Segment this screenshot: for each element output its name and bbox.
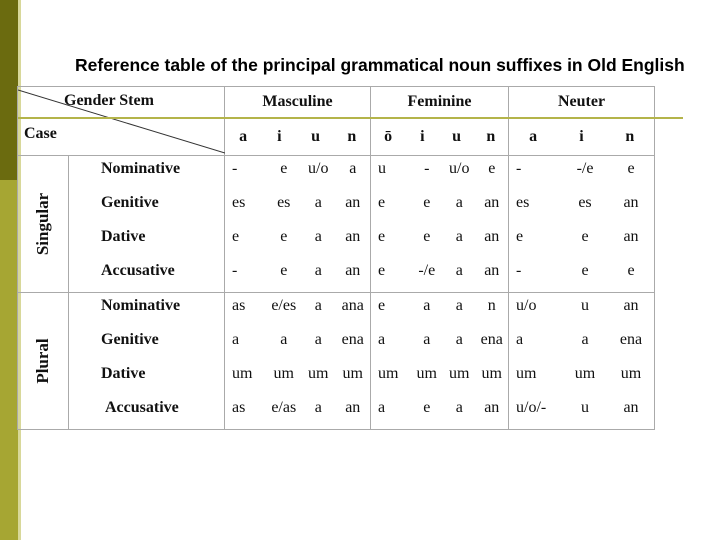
singular-case-names (69, 156, 225, 293)
stem-label: u (452, 127, 462, 145)
table-row (509, 293, 654, 327)
suffix-cell: es (232, 194, 246, 211)
suffix-cell: a (455, 297, 463, 314)
case-label: Case (24, 125, 57, 142)
plural-cell (18, 293, 69, 430)
suffix-cell: an (345, 194, 361, 211)
suffix-cell: e (423, 228, 431, 245)
singular-masculine-values (225, 156, 371, 293)
singular-label: Singular (33, 192, 52, 256)
suffix-cell: a (314, 194, 322, 211)
table-row (225, 361, 370, 395)
stem-label: i (579, 127, 584, 145)
table-row (509, 327, 654, 361)
suffix-cell: - (232, 262, 238, 279)
table-row (225, 224, 370, 258)
suffix-cell: a (314, 228, 322, 245)
suffix-cell: um (273, 365, 294, 382)
suffix-cell: e/es (271, 297, 297, 314)
suffix-cell: as (232, 399, 246, 416)
suffix-cell: a (455, 262, 463, 279)
table-row (371, 327, 508, 361)
suffix-cell: e (232, 228, 240, 245)
suffix-cell: ena (341, 331, 364, 348)
suffix-cell: a (581, 331, 589, 348)
suffix-cell: an (484, 262, 500, 279)
table-row (371, 258, 508, 292)
suffix-cell: a (378, 399, 386, 416)
plural-label: Plural (33, 338, 52, 384)
masculine-title: Masculine (225, 87, 370, 118)
stem-label: i (420, 127, 425, 145)
suffix-cell: -/e (576, 160, 594, 177)
table-row (225, 258, 370, 292)
case-name: Nominative (101, 297, 181, 314)
singular-feminine-values (371, 156, 509, 293)
suffix-cell: a (455, 228, 463, 245)
suffix-cell: - (424, 160, 430, 177)
suffix-cell: a (349, 160, 357, 177)
table-row (225, 327, 370, 361)
suffix-cell: u (581, 399, 589, 416)
suffix-cell: e/as (271, 399, 297, 416)
case-name: Dative (101, 228, 146, 245)
suffix-cell: um (481, 365, 502, 382)
suffix-cell: u/o/- (516, 399, 547, 416)
suffix-cell: - (232, 160, 238, 177)
suffix-cell: es (516, 194, 530, 211)
suffix-cell: u (378, 160, 386, 177)
suffix-cell: um (620, 365, 642, 382)
masculine-header (225, 87, 371, 156)
table-row (371, 156, 508, 190)
suffix-cell: e (280, 262, 288, 279)
table-row (371, 395, 508, 429)
singular-neuter-values (509, 156, 655, 293)
left-decor-bar-dark (0, 0, 18, 180)
suffix-cell: es (277, 194, 291, 211)
neuter-header (509, 87, 655, 156)
plural-case-names (69, 293, 225, 430)
suffix-cell: an (484, 194, 500, 211)
suffix-cell: u (581, 297, 589, 314)
suffix-cell: u/o (449, 160, 470, 177)
suffix-cell: um (232, 365, 253, 382)
table-row (509, 156, 654, 190)
stem-label: u (311, 127, 321, 145)
suffix-cell: a (455, 194, 463, 211)
stem-label: n (347, 127, 357, 145)
case-name: Genitive (101, 331, 159, 348)
plural-masculine-values (225, 293, 371, 430)
feminine-header (371, 87, 509, 156)
neuter-title: Neuter (509, 87, 654, 118)
suffix-cell: a (314, 331, 322, 348)
suffix-cell: e (488, 160, 496, 177)
table-row (509, 258, 654, 292)
suffix-cell: ena (480, 331, 503, 348)
suffix-cell: e (627, 262, 635, 279)
suffix-cell: um (516, 365, 537, 382)
table-row (509, 224, 654, 258)
suffix-cell: a (455, 331, 463, 348)
suffix-cell: e (516, 228, 524, 245)
suffix-cell: u/o (308, 160, 329, 177)
table-row (225, 395, 370, 429)
suffix-cell: -/e (418, 262, 436, 279)
case-name: Nominative (101, 160, 181, 177)
case-name: Dative (101, 365, 146, 382)
suffix-cell: e (280, 160, 288, 177)
suffix-cell: um (378, 365, 399, 382)
stem-label: ō (384, 127, 393, 145)
suffix-cell: um (308, 365, 329, 382)
suffix-cell: an (484, 399, 500, 416)
suffix-cell: an (345, 228, 361, 245)
table-row (371, 361, 508, 395)
suffix-table (17, 86, 655, 430)
case-name: Accusative (101, 262, 175, 279)
suffix-cell: as (232, 297, 246, 314)
suffix-cell: a (423, 331, 431, 348)
suffix-cell: an (623, 228, 639, 245)
suffix-cell: e (378, 228, 386, 245)
suffix-cell: a (378, 331, 386, 348)
suffix-cell: um (416, 365, 437, 382)
suffix-cell: a (314, 262, 322, 279)
plural-feminine-values (371, 293, 509, 430)
table-row (371, 224, 508, 258)
suffix-cell: a (232, 331, 240, 348)
suffix-cell: um (449, 365, 470, 382)
suffix-cell: a (455, 399, 463, 416)
suffix-cell: e (423, 194, 431, 211)
suffix-cell: - (516, 262, 522, 279)
suffix-cell: e (378, 297, 386, 314)
suffix-cell: an (623, 297, 639, 314)
suffix-cell: a (314, 399, 322, 416)
suffix-cell: um (342, 365, 363, 382)
singular-cell (18, 156, 69, 293)
suffix-cell: an (623, 399, 639, 416)
case-name: Accusative (105, 399, 179, 416)
suffix-cell: e (581, 262, 589, 279)
header-corner-cell (18, 87, 225, 156)
page-title: Reference table of the principal grammatical noun suffixes in Old English (75, 55, 685, 75)
suffix-cell: e (581, 228, 589, 245)
suffix-cell: a (314, 297, 322, 314)
table-row (225, 156, 370, 190)
suffix-cell: a (516, 331, 524, 348)
suffix-cell: - (516, 160, 522, 177)
suffix-cell: e (378, 194, 386, 211)
stem-label: n (486, 127, 496, 145)
gender-stem-label: Gender Stem (64, 92, 154, 109)
case-name: Genitive (101, 194, 159, 211)
suffix-cell: a (423, 297, 431, 314)
suffix-cell: ena (619, 331, 643, 348)
suffix-cell: n (487, 297, 496, 314)
suffix-cell: u/o (516, 297, 537, 314)
suffix-cell: um (574, 365, 596, 382)
stem-label: a (239, 127, 248, 145)
stem-label: n (625, 127, 635, 145)
suffix-cell: an (484, 228, 500, 245)
suffix-cell: a (280, 331, 288, 348)
stem-label: i (277, 127, 282, 145)
table-row (371, 190, 508, 224)
table-row (509, 395, 654, 429)
table-row (509, 361, 654, 395)
suffix-cell: e (627, 160, 635, 177)
suffix-cell: e (378, 262, 386, 279)
header-accent-line (18, 117, 683, 119)
suffix-cell: an (623, 194, 639, 211)
suffix-cell: e (423, 399, 431, 416)
table-row (225, 293, 370, 327)
suffix-cell: an (345, 399, 361, 416)
table-row (225, 190, 370, 224)
suffix-cell: an (345, 262, 361, 279)
table-row (509, 190, 654, 224)
table-row (371, 293, 508, 327)
suffix-cell: e (280, 228, 288, 245)
stem-label: a (529, 127, 538, 145)
plural-neuter-values (509, 293, 655, 430)
suffix-cell: es (578, 194, 592, 211)
left-decor-bar-light (0, 180, 18, 540)
feminine-title: Feminine (371, 87, 508, 118)
suffix-cell: ana (341, 297, 364, 314)
